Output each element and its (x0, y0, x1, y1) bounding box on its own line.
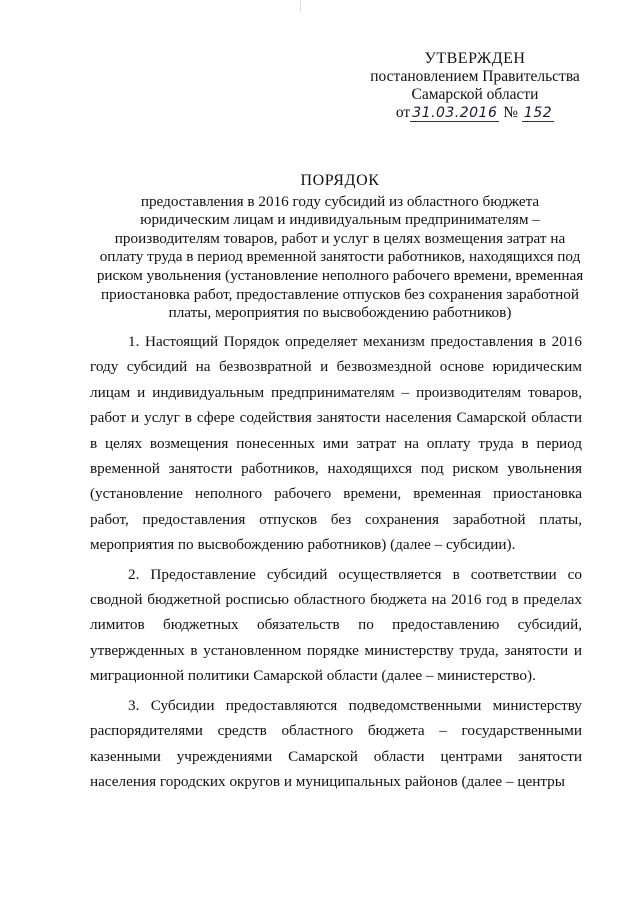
title-line: приостановка работ, предоставление отпусков без сохранения заработной (101, 285, 579, 303)
handwritten-number: 152 (523, 105, 553, 121)
scan-mark (300, 0, 301, 12)
paragraph-2: 2. Предоставление субсидий осуществляется в соответствии со сводной бюджетной росписью областного бюджета на 2016 год в пределах лимитов бюджетных обязательств по предоставлению субсидий, утвержденных в установленном порядке министерству труда, занятости и миграционной политики Самарской области (далее – министерство). (90, 565, 582, 685)
approval-stamp (350, 50, 600, 122)
date-prefix: от (395, 104, 411, 121)
title-heading: ПОРЯДОК (300, 172, 380, 189)
title-line: юридическим лицам и индивидуальным предпринимателям – (140, 211, 540, 229)
title-line: производителям товаров, работ и услуг в целях возмещения затрат на (114, 229, 566, 247)
number-prefix: № (503, 104, 519, 121)
handwritten-date: 31.03.2016 (412, 105, 498, 121)
document-title (95, 172, 585, 323)
title-line: платы, мероприятия по высвобождению работников) (168, 304, 512, 322)
paragraph-3: 3. Субсидии предоставляются подведомственными министерству распорядителями средств областного бюджета – государственными казенными учреждениями Самарской области центрами занятости населения городских округов и муниципальных районов (далее – центры (90, 696, 582, 790)
approval-line-1: постановлением Правительства (370, 68, 580, 85)
title-line: оплату труда в период временной занятости работников, находящихся под (99, 248, 581, 266)
title-line: предоставления в 2016 году субсидий из областного бюджета (140, 192, 540, 210)
document-body (90, 329, 582, 798)
paragraph-1: 1. Настоящий Порядок определяет механизм предоставления в 2016 году субсидий на безвозвратной и безвозмездной основе юридическим лицам и индивидуальным предпринимателям – производителям товаров, работ и услуг в сфере содействия занятости населения Самарской области в целях возмещения понесенных ими затрат на оплату труда в период временной занятости работников, находящихся под риском увольнения (установление неполного рабочего времени, временная приостановка работ, предоставления отпусков без сохранения заработной платы, мероприятия по высвобождению работников) (далее – субсидии). (90, 333, 582, 554)
title-line: риском увольнения (установление неполного рабочего времени, временная (96, 266, 584, 284)
approval-date-line (350, 104, 600, 122)
approval-line-2: Самарской области (411, 86, 539, 103)
approved-label: УТВЕРЖДЕН (424, 50, 526, 67)
